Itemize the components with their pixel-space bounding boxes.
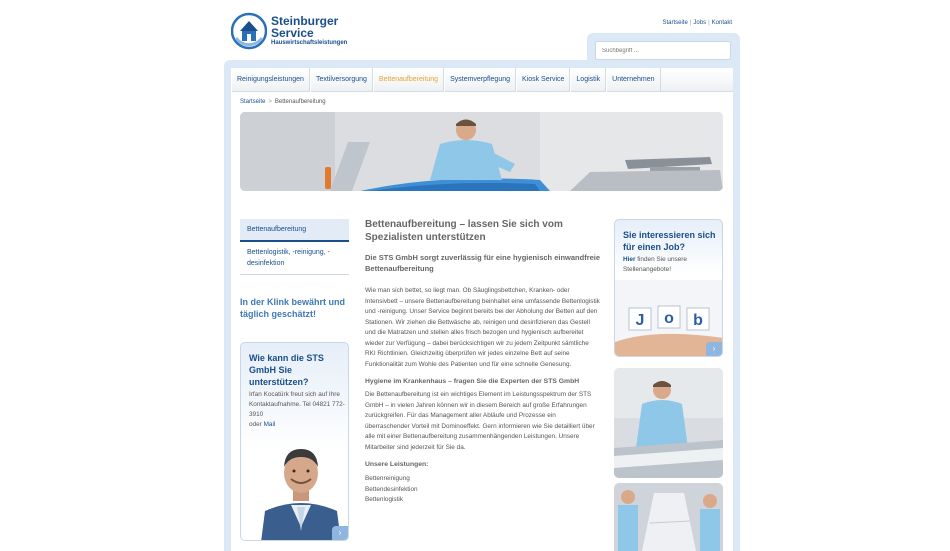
nav-item-logistik[interactable]: Logistik: [570, 68, 606, 92]
contact-description: Irfan Kocatürk freut sich auf Ihre Kontaktaufnahme. Tel 04821 772-3910: [249, 391, 345, 418]
contact-teaser[interactable]: [240, 342, 349, 541]
job-link[interactable]: Hier: [623, 256, 636, 263]
side-photo-team: [614, 483, 723, 551]
side-photo-staff-bed: [614, 368, 723, 478]
sub-nav: [240, 219, 349, 275]
contact-title: Wie kann die STS GmbH Sie unterstützen?: [249, 353, 324, 387]
page-body-hygiene: Die Bettenaufbereitung ist ein wichtiges Element im Leistungsspektrum der STS GmbH – in vielen Jahren können wir in diesem Bereich auf große Erfahrungen zurückgreifen. Für das Management aller Abläufe und Prozesse ein überraschender Vorteil mit Dominoeffekt. Gern informieren wie Sie detailliert über alle mit einer Bettenaufbereitung zusammenhängenden Leistungen. Unsere Mitarbeiter sind jederzeit für Sie da.: [365, 391, 595, 451]
job-teaser[interactable]: [614, 219, 723, 357]
site-logo[interactable]: [231, 12, 391, 52]
contact-person-photo: [261, 435, 341, 541]
section-heading-hygiene: Hygiene im Krankenhaus – fragen Sie die Experten der STS GmbH: [365, 378, 580, 385]
logo-name-line2: Service: [271, 26, 314, 40]
nav-item-reinigungsleistungen[interactable]: Reinigungsleistungen: [231, 68, 310, 92]
hero-illustration: [240, 112, 723, 191]
main-nav: [231, 68, 733, 92]
contact-text: [249, 390, 345, 430]
job-arrow-icon[interactable]: ›: [706, 342, 722, 356]
logo-tagline: Hauswirtschaftsleistungen: [271, 40, 348, 46]
page-body-intro: Wie man sich bettet, so liegt man. Ob Säuglingsbettchen, Kranken- oder Intensivbett – unsere Bettenaufbereitung beinhaltet eine umfassende Bettenlogistik und -reinigung. Unser Service beginnt bereits bei der Abholung der Betten auf den Stationen. Wir ziehen die Bettwäsche ab, reinigen und desinfizieren das Gestell und die Matratzen und stellen alles frisch bezogen und hygienisch aufbereitet wieder zur Verfügung – dabei berücksichtigen wir zu jedem Zeitpunkt sämtliche RKI Richtlinien. Gleichzeitig überprüfen wir jedes einzelne Bett auf seine Funktionalität zum Wohle des Patienten und für eine schnelle Genesung.: [365, 287, 600, 368]
top-links: Startseite | Jobs | Kontakt: [662, 20, 732, 26]
job-title: Sie interessieren sich für einen Job?: [623, 230, 716, 252]
list-item: Bettenlogistik: [365, 496, 404, 503]
job-cube-letter-b: b: [693, 312, 703, 329]
main-content: [365, 218, 601, 506]
contact-mail-link[interactable]: Mail: [263, 421, 276, 428]
section-heading-services: Unsere Leistungen:: [365, 461, 429, 468]
job-text: [623, 255, 719, 275]
slogan: In der Klink bewährt und täglich geschätzt!: [240, 297, 346, 319]
side-photo-team-illustration: [614, 483, 723, 551]
list-item: Bettendesinfektion: [365, 485, 418, 493]
search-input[interactable]: [595, 41, 731, 60]
services-list: [365, 474, 601, 506]
toplink-startseite[interactable]: Startseite: [662, 20, 688, 26]
list-item: Bettenreinigung: [365, 475, 410, 482]
breadcrumb-current: Bettenaufbereitung: [274, 99, 326, 105]
page-title: Bettenaufbereitung – lassen Sie sich vom Spezialisten unterstützen: [365, 219, 563, 243]
subnav-item-bettenaufbereitung[interactable]: Bettenaufbereitung: [240, 219, 349, 242]
breadcrumb-home[interactable]: Startseite: [240, 99, 266, 105]
hero-image: [240, 112, 723, 191]
job-cube-letter-j: J: [635, 312, 645, 329]
breadcrumb-separator: >: [268, 99, 272, 105]
job-description: finden Sie unsere Stellenangebote!: [623, 256, 687, 273]
logo-name-line1: Steinburger: [271, 14, 339, 28]
side-photo-staff-bed-illustration: [614, 368, 723, 478]
contact-mail-prefix: oder: [249, 421, 264, 428]
nav-item-bettenaufbereitung[interactable]: Bettenaufbereitung: [373, 68, 444, 92]
breadcrumb: [240, 99, 326, 105]
nav-item-textilversorgung[interactable]: Textilversorgung: [310, 68, 373, 92]
nav-item-unternehmen[interactable]: Unternehmen: [606, 68, 660, 92]
nav-item-kiosk-service[interactable]: Kiosk Service: [516, 68, 570, 92]
job-cube-letter-o: o: [664, 310, 674, 327]
toplink-kontakt[interactable]: Kontakt: [711, 20, 732, 26]
contact-arrow-icon[interactable]: ›: [332, 526, 348, 540]
toplink-jobs[interactable]: Jobs: [693, 20, 707, 26]
nav-item-systemverpflegung[interactable]: Systemverpflegung: [444, 68, 516, 92]
house-logo-icon: [231, 12, 267, 50]
page-lead: Die STS GmbH sorgt zuverlässig für eine hygienisch einwandfreie Bettenaufbereitung: [365, 253, 601, 273]
subnav-item-bettenlogistik[interactable]: Bettenlogistik, -reinigung, -desinfektion: [240, 242, 349, 275]
